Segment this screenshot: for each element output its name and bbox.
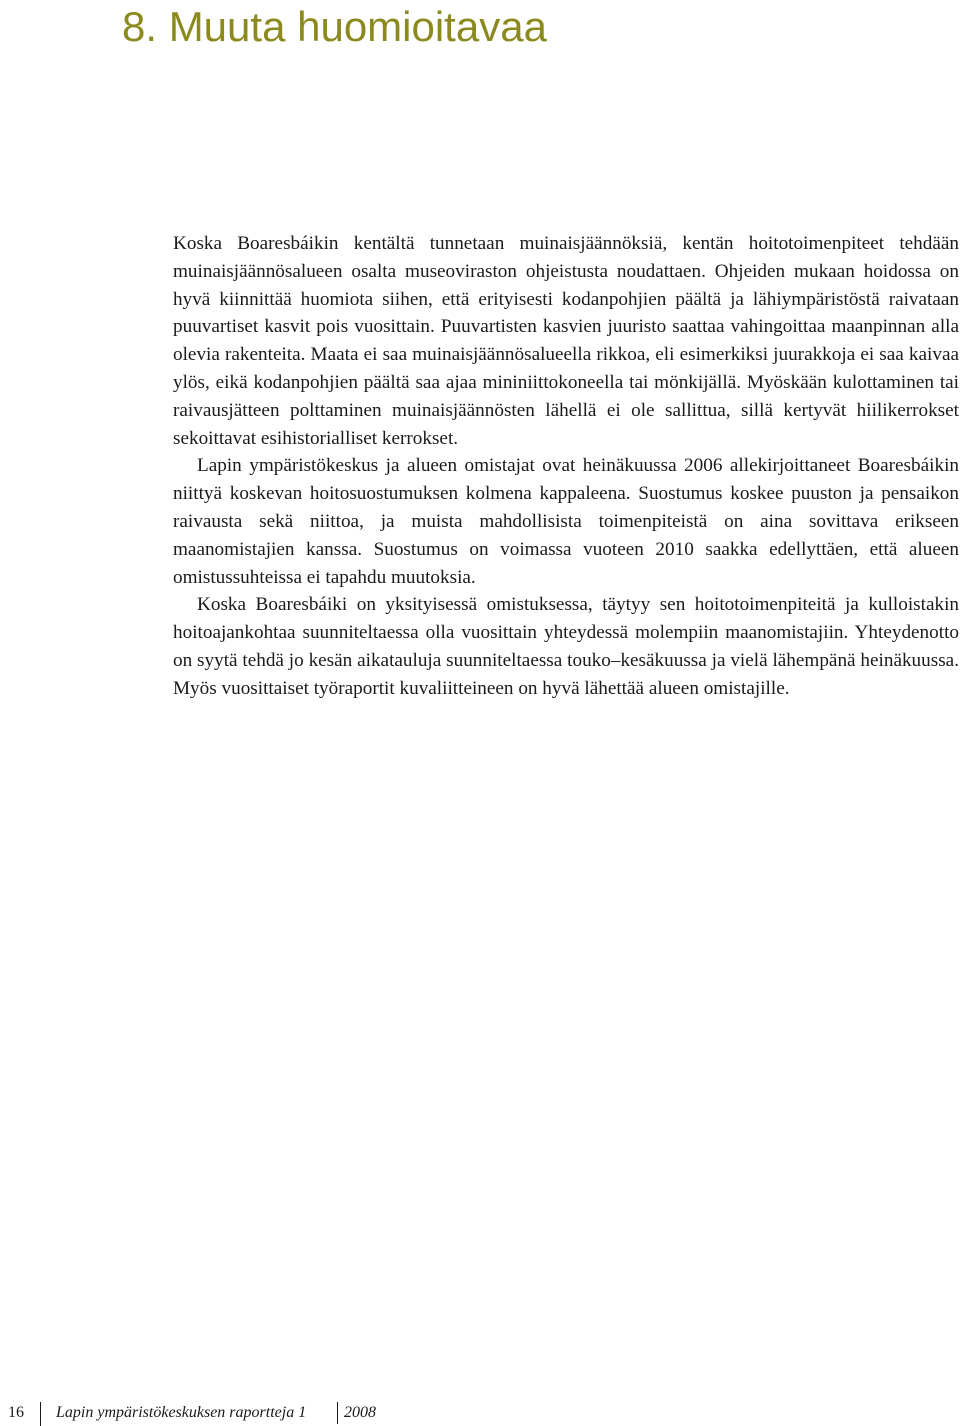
- footer-vertical-rule: [40, 1402, 41, 1426]
- footer-year: 2008: [344, 1404, 376, 1421]
- page-number: 16: [8, 1404, 24, 1421]
- body-text: [173, 230, 959, 703]
- page-footer: [0, 1402, 960, 1424]
- footer-series-title: Lapin ympäristökeskuksen raportteja 1: [56, 1404, 307, 1421]
- paragraph-3: Koska Boaresbáiki on yksityisessä omistuksessa, täytyy sen hoitotoimenpiteitä ja kulloistakin hoitoajankohtaa suunniteltaessa olla vuosittain yhteydessä molempiin maanomistajiin. Yhteydenotto on syytä tehdä jo kesän aikatauluja suunniteltaessa touko–kesäkuussa ja vielä lähempänä heinäkuussa. Myös vuosittaiset työraportit kuvaliitteineen on hyvä lähettää alueen omistajille.: [173, 594, 959, 699]
- footer-separator: [337, 1402, 338, 1424]
- paragraph-2: Lapin ympäristökeskus ja alueen omistajat ovat heinäkuussa 2006 allekirjoittaneet Boaresbáikin niittyä koskevan hoitosuostumuksen kolmena kappaleena. Suostumus koskee puuston ja pensaikon raivausta sekä niittoa, ja muista mahdollisista toimenpiteistä on aina sovittava erikseen maanomistajien kanssa. Suostumus on voimassa vuoteen 2010 saakka edellyttäen, että alueen omistussuhteissa ei tapahdu muutoksia.: [173, 455, 959, 588]
- chapter-title: 8. Muuta huomioitavaa: [122, 3, 547, 50]
- paragraph-1: Koska Boaresbáikin kentältä tunnetaan muinaisjäännöksiä, kentän hoitotoimenpiteet tehdään muinaisjäännösalueen osalta museoviraston ohjeistusta noudattaen. Ohjeiden mukaan hoidossa on hyvä kiinnittää huomiota siihen, että erityisesti kodanpohjien päältä ja lähiympäristöstä raivataan puuvartiset kasvit pois vuosittain. Puuvartisten kasvien juuristo saattaa vahingoittaa maanpinnan alla olevia rakenteita. Maata ei saa muinaisjäännösalueella rikkoa, eli esimerkiksi juurakkoja ei saa kaivaa ylös, eikä kodanpohjien päältä saa ajaa mininiittokoneella tai mönkijällä. Myöskään kulottaminen tai raivausjätteen polttaminen muinaisjäännösten lähellä ei ole sallittua, sillä kertyvät hiilikerrokset sekoittavat esihistorialliset kerrokset.: [173, 233, 959, 449]
